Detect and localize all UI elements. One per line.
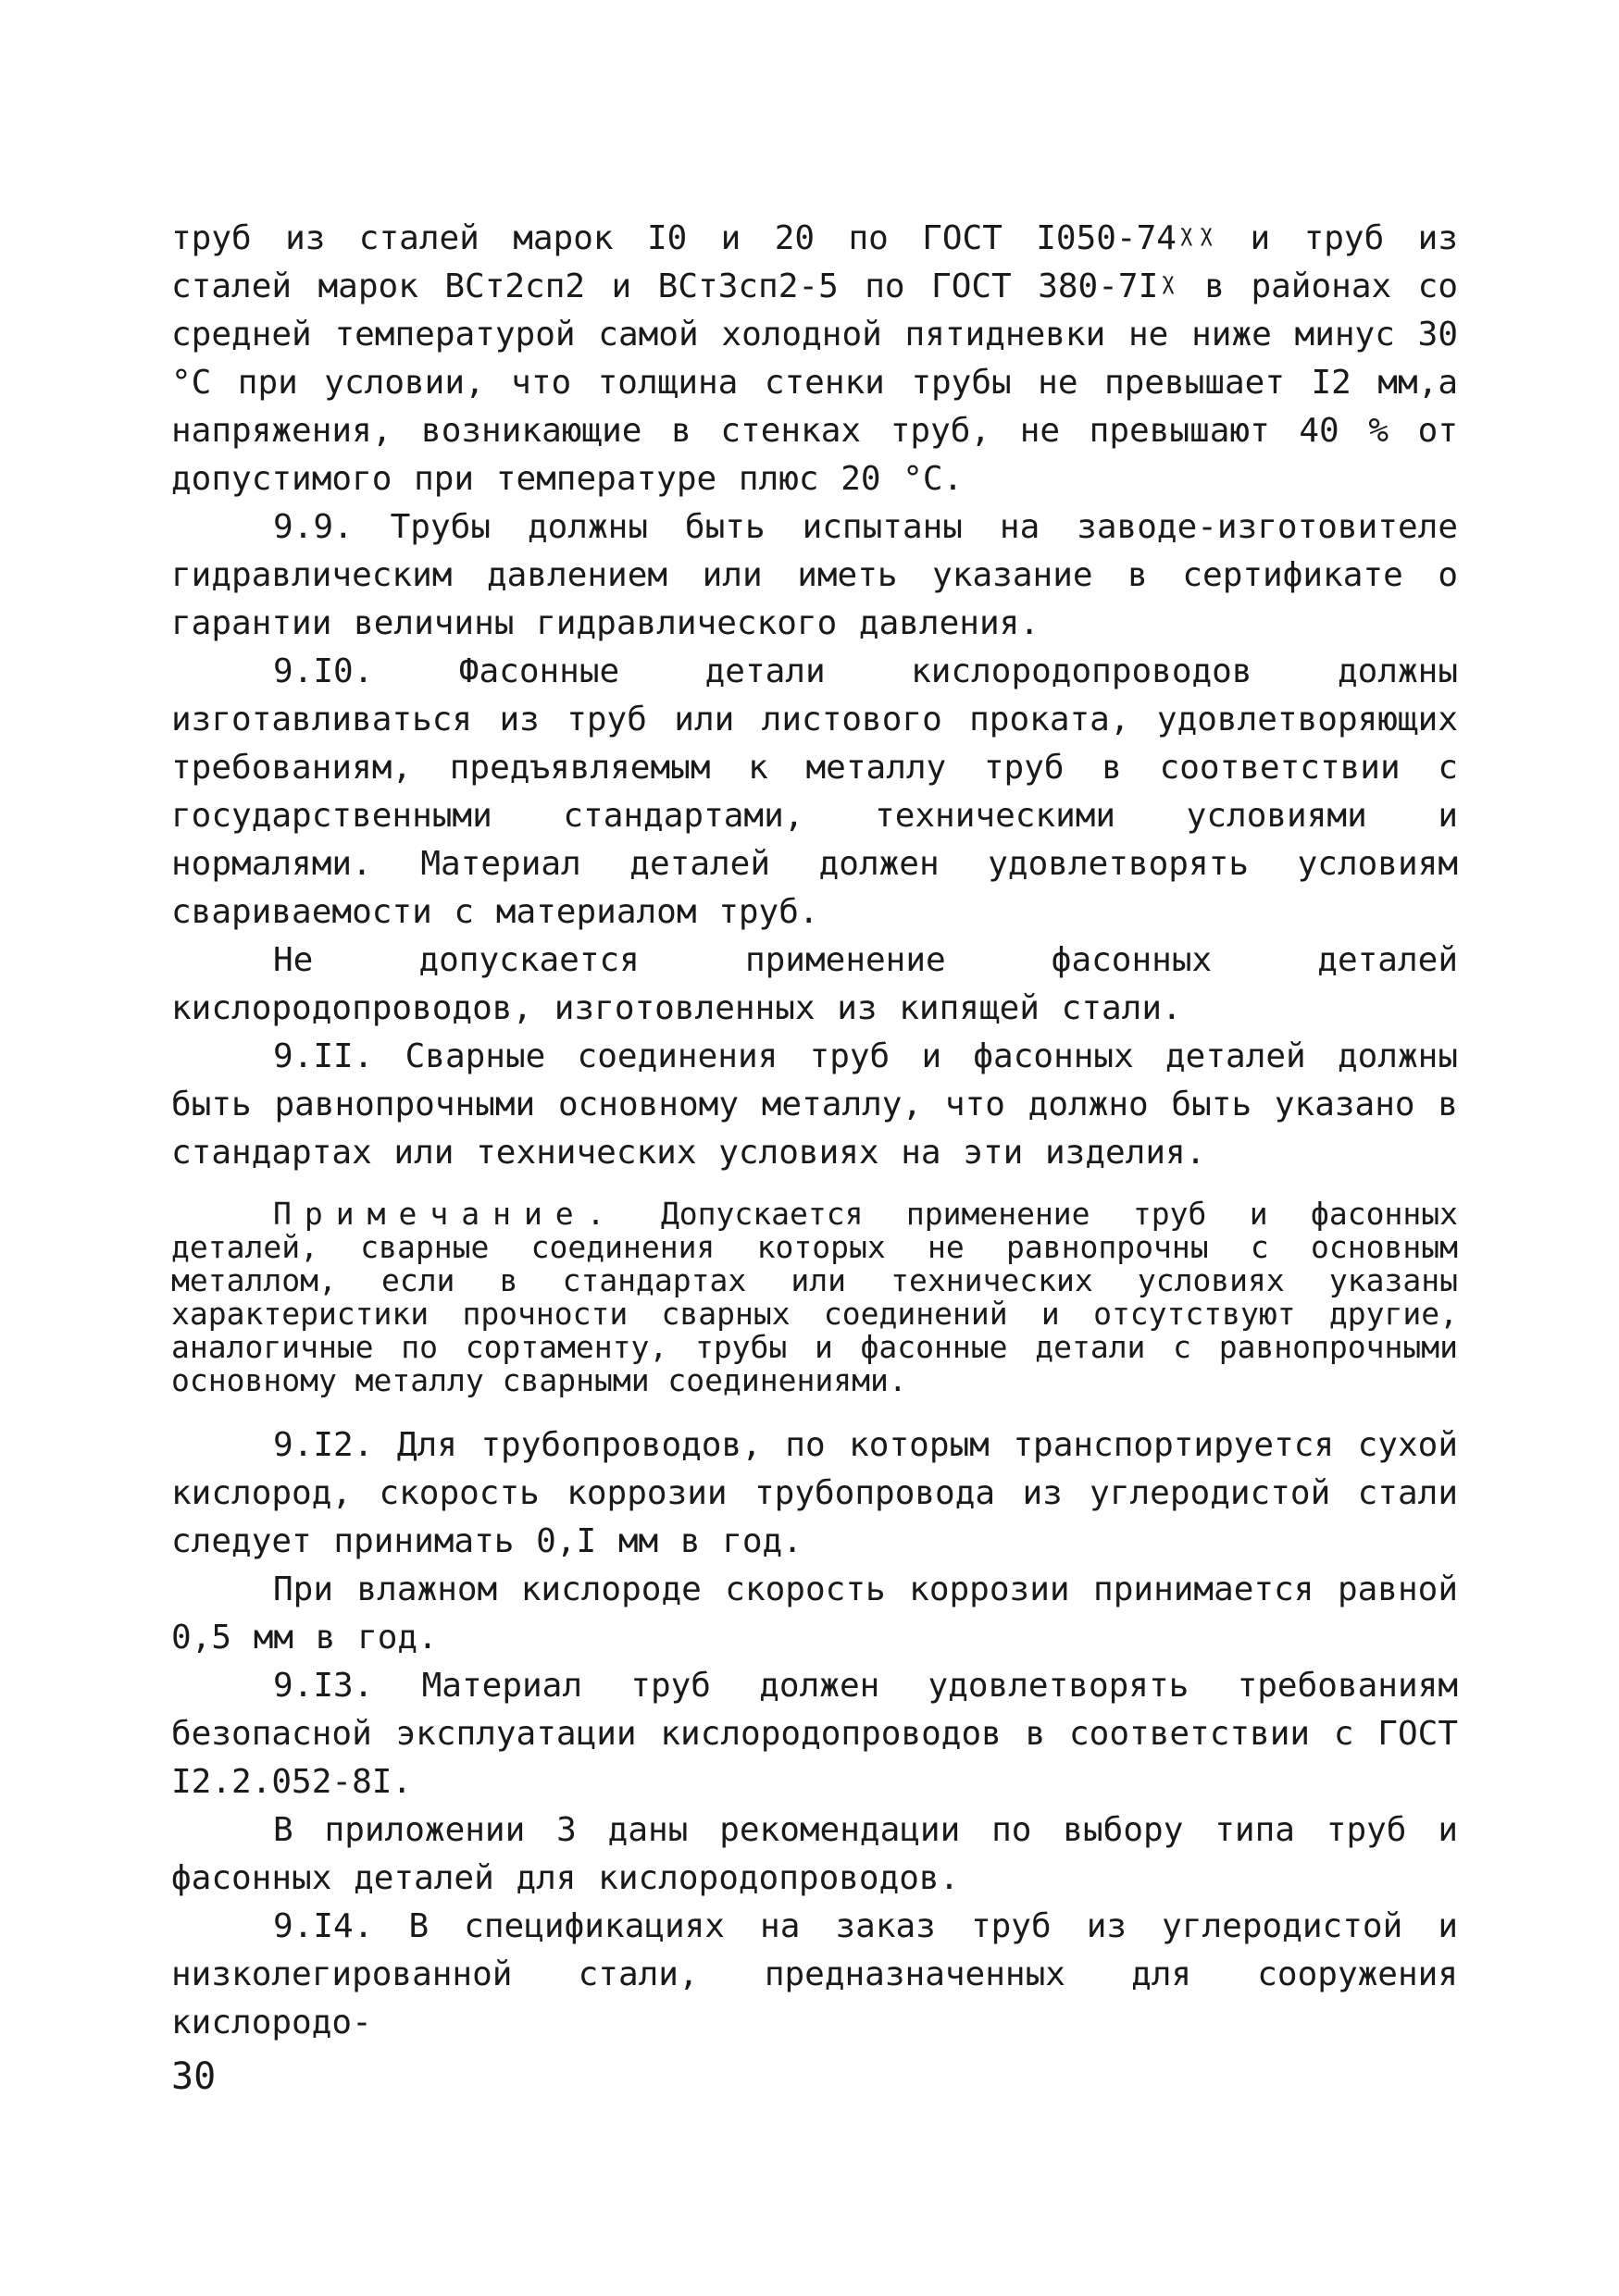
paragraph-pipes-steel: труб из сталей марок I0 и 20 по ГОСТ I050-74ᵡᵡ и труб из сталей марок ВСт2сп2 и ВСт3сп2-5 по ГОСТ 380-7Iᵡ в районах со средней температурой самой холодной пятидневки не ниже минус 30 °С при условии, что толщина стенки трубы не превышает I2 мм,а напряжения, возникающие в стенках труб, не превышают 40 % от допустимого при температуре плюс 20 °С. <box>171 219 1459 498</box>
paragraph-9-9: 9.9. Трубы должны быть испытаны на заводе-изготовителе гидравлическим давлением или иметь указание в сертификате о гарантии величины гидравлического давления. <box>171 508 1458 642</box>
paragraph-appendix-3: В приложении 3 даны рекомендации по выбору типа труб и фасонных деталей для кислородопроводов. <box>171 1811 1458 1897</box>
paragraph-boiling-steel: Не допускается применение фасонных деталей кислородопроводов, изготовленных из кипящей стали. <box>171 941 1458 1027</box>
paragraph-wet-oxygen: При влажном кислороде скорость коррозии принимается равной 0,5 мм в год. <box>171 1570 1458 1657</box>
note-label: Примечание. <box>273 1196 618 1232</box>
paragraph-9-10: 9.I0. Фасонные детали кислородопроводов должны изготавливаться из труб или листового проката, удовлетворяющих требованиям, предъявляемым к металлу труб в соответствии с государственными стандартами, техническими условиями и нормалями. Материал деталей должен удовлетворять условиям свариваемости с материалом труб. <box>171 652 1458 931</box>
paragraph-9-13: 9.I3. Материал труб должен удовлетворять требованиям безопасной эксплуатации кислородопроводов в соответствии с ГОСТ I2.2.052-8I. <box>171 1667 1458 1801</box>
note-block <box>171 1198 1458 1397</box>
paragraph-9-11: 9.II. Сварные соединения труб и фасонных деталей должны быть равнопрочными основному металлу, что должно быть указано в стандартах или технических условиях на эти изделия. <box>171 1037 1458 1172</box>
note-text: Допускается применение труб и фасонных деталей, сварные соединения которых не равнопрочны с основным металлом, если в стандартах или технических условиях указаны характеристики прочности сварных соединений и отсутствуют другие, аналогичные по сортаменту, трубы и фасонные детали с равнопрочными основному металлу сварными соединениями. <box>171 1196 1458 1398</box>
paragraph-9-14: 9.I4. В спецификациях на заказ труб из углеродистой и низколегированной стали, предназначенных для сооружения кислородо- <box>171 1907 1458 2042</box>
page-number: 30 <box>171 2055 217 2098</box>
body-text <box>171 215 1458 2047</box>
paragraph-9-12: 9.I2. Для трубопроводов, по которым транспортируется сухой кислород, скорость коррозии трубопровода из углеродистой стали следует принимать 0,I мм в год. <box>171 1426 1458 1560</box>
